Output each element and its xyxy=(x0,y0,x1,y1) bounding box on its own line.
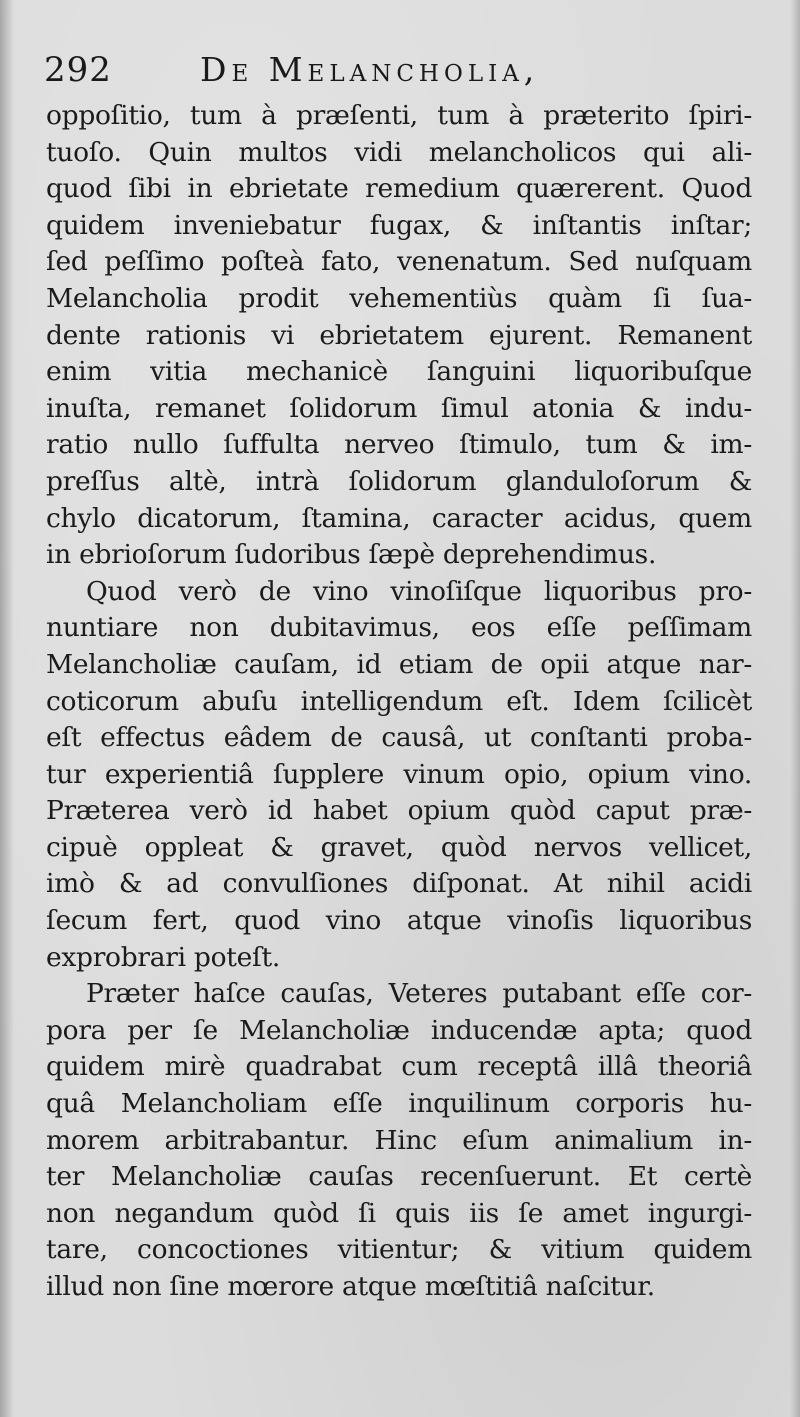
text-line: Quod verò de vino vinoſiſque liquoribus pro- xyxy=(86,575,752,607)
text-line: quidem mirè quadrabat cum receptâ illâ theoriâ xyxy=(46,1051,752,1083)
text-line: Melancholia prodit vehementiùs quàm ſi ſua- xyxy=(46,282,752,314)
page-shadow-left xyxy=(0,0,14,1417)
text-line: nuntiare non dubitavimus, eos eſſe peſſimam xyxy=(46,612,752,644)
text-line: eſt effectus eâdem de causâ, ut conſtanti proba- xyxy=(46,722,752,754)
text-line: imò & ad convulſiones diſponat. At nihil acidi xyxy=(46,868,752,900)
text-line: inuſta, remanet ſolidorum ſimul atonia & indu- xyxy=(46,392,752,424)
text-line: coticorum abuſu intelligendum eſt. Idem ſcilicèt xyxy=(46,685,752,717)
text-line: pora per ſe Melancholiæ inducendæ apta; quod xyxy=(46,1014,752,1046)
text-line: illud non ſine mœrore atque mœſtitiâ naſcitur. xyxy=(46,1271,655,1302)
text-line: ſed peſſimo poſteà fato, venenatum. Sed nuſquam xyxy=(46,246,752,278)
text-line: oppoſitio, tum à præſenti, tum à præterito ſpiri- xyxy=(46,100,752,131)
text-line: non negandum quòd ſi quis iis ſe amet ingurgi- xyxy=(46,1197,752,1229)
text-line: tare, concoctiones vitientur; & vitium quidem xyxy=(46,1234,752,1266)
text-line: Melancholiæ cauſam, id etiam de opii atque nar- xyxy=(46,648,752,680)
text-line: quod ſibi in ebrietate remedium quærerent. Quod xyxy=(46,173,752,205)
text-line: quidem inveniebatur fugax, & inſtantis inſtar; xyxy=(46,209,752,241)
body-text xyxy=(46,98,752,1306)
text-line: cipuè oppleat & gravet, quòd nervos vellicet, xyxy=(46,831,752,863)
page-number: 292 xyxy=(44,50,112,90)
text-line: exprobrari poteſt. xyxy=(46,941,280,973)
paragraph xyxy=(46,574,752,977)
text-line: in ebrioſorum ſudoribus ſæpè deprehendimus. xyxy=(46,539,657,571)
text-line: ratio nullo ſuffulta nerveo ſtimulo, tum & im- xyxy=(46,429,752,461)
text-line: dente rationis vi ebrietatem ejurent. Remanent xyxy=(46,319,752,351)
text-line: Præter haſce cauſas, Veteres putabant eſſe cor- xyxy=(86,978,752,1010)
page-shadow-right xyxy=(790,0,800,1417)
text-line: quâ Melancholiam eſſe inquilinum corporis hu- xyxy=(46,1088,752,1120)
running-header xyxy=(44,44,764,100)
text-line: tur experientiâ ſupplere vinum opio, opium vino. xyxy=(46,758,752,790)
text-line: tuoſo. Quin multos vidi melancholicos qui ali- xyxy=(46,136,752,168)
paragraph xyxy=(46,98,752,574)
paragraph xyxy=(46,976,752,1305)
text-line: chylo dicatorum, ſtamina, caracter acidus, quem xyxy=(46,502,752,534)
text-line: ſecum fert, quod vino atque vinoſis liquoribus xyxy=(46,905,752,937)
text-line: enim vitia mechanicè ſanguini liquoribuſque xyxy=(46,356,752,388)
text-line: morem arbitrabantur. Hinc eſum animalium in- xyxy=(46,1124,752,1156)
text-line: preſſus altè, intrà ſolidorum glanduloſorum & xyxy=(46,465,752,497)
running-title: De Melancholia, xyxy=(200,50,540,89)
text-line: ter Melancholiæ cauſas recenſuerunt. Et certè xyxy=(46,1161,752,1193)
text-line: Præterea verò id habet opium quòd caput præ- xyxy=(46,795,752,827)
